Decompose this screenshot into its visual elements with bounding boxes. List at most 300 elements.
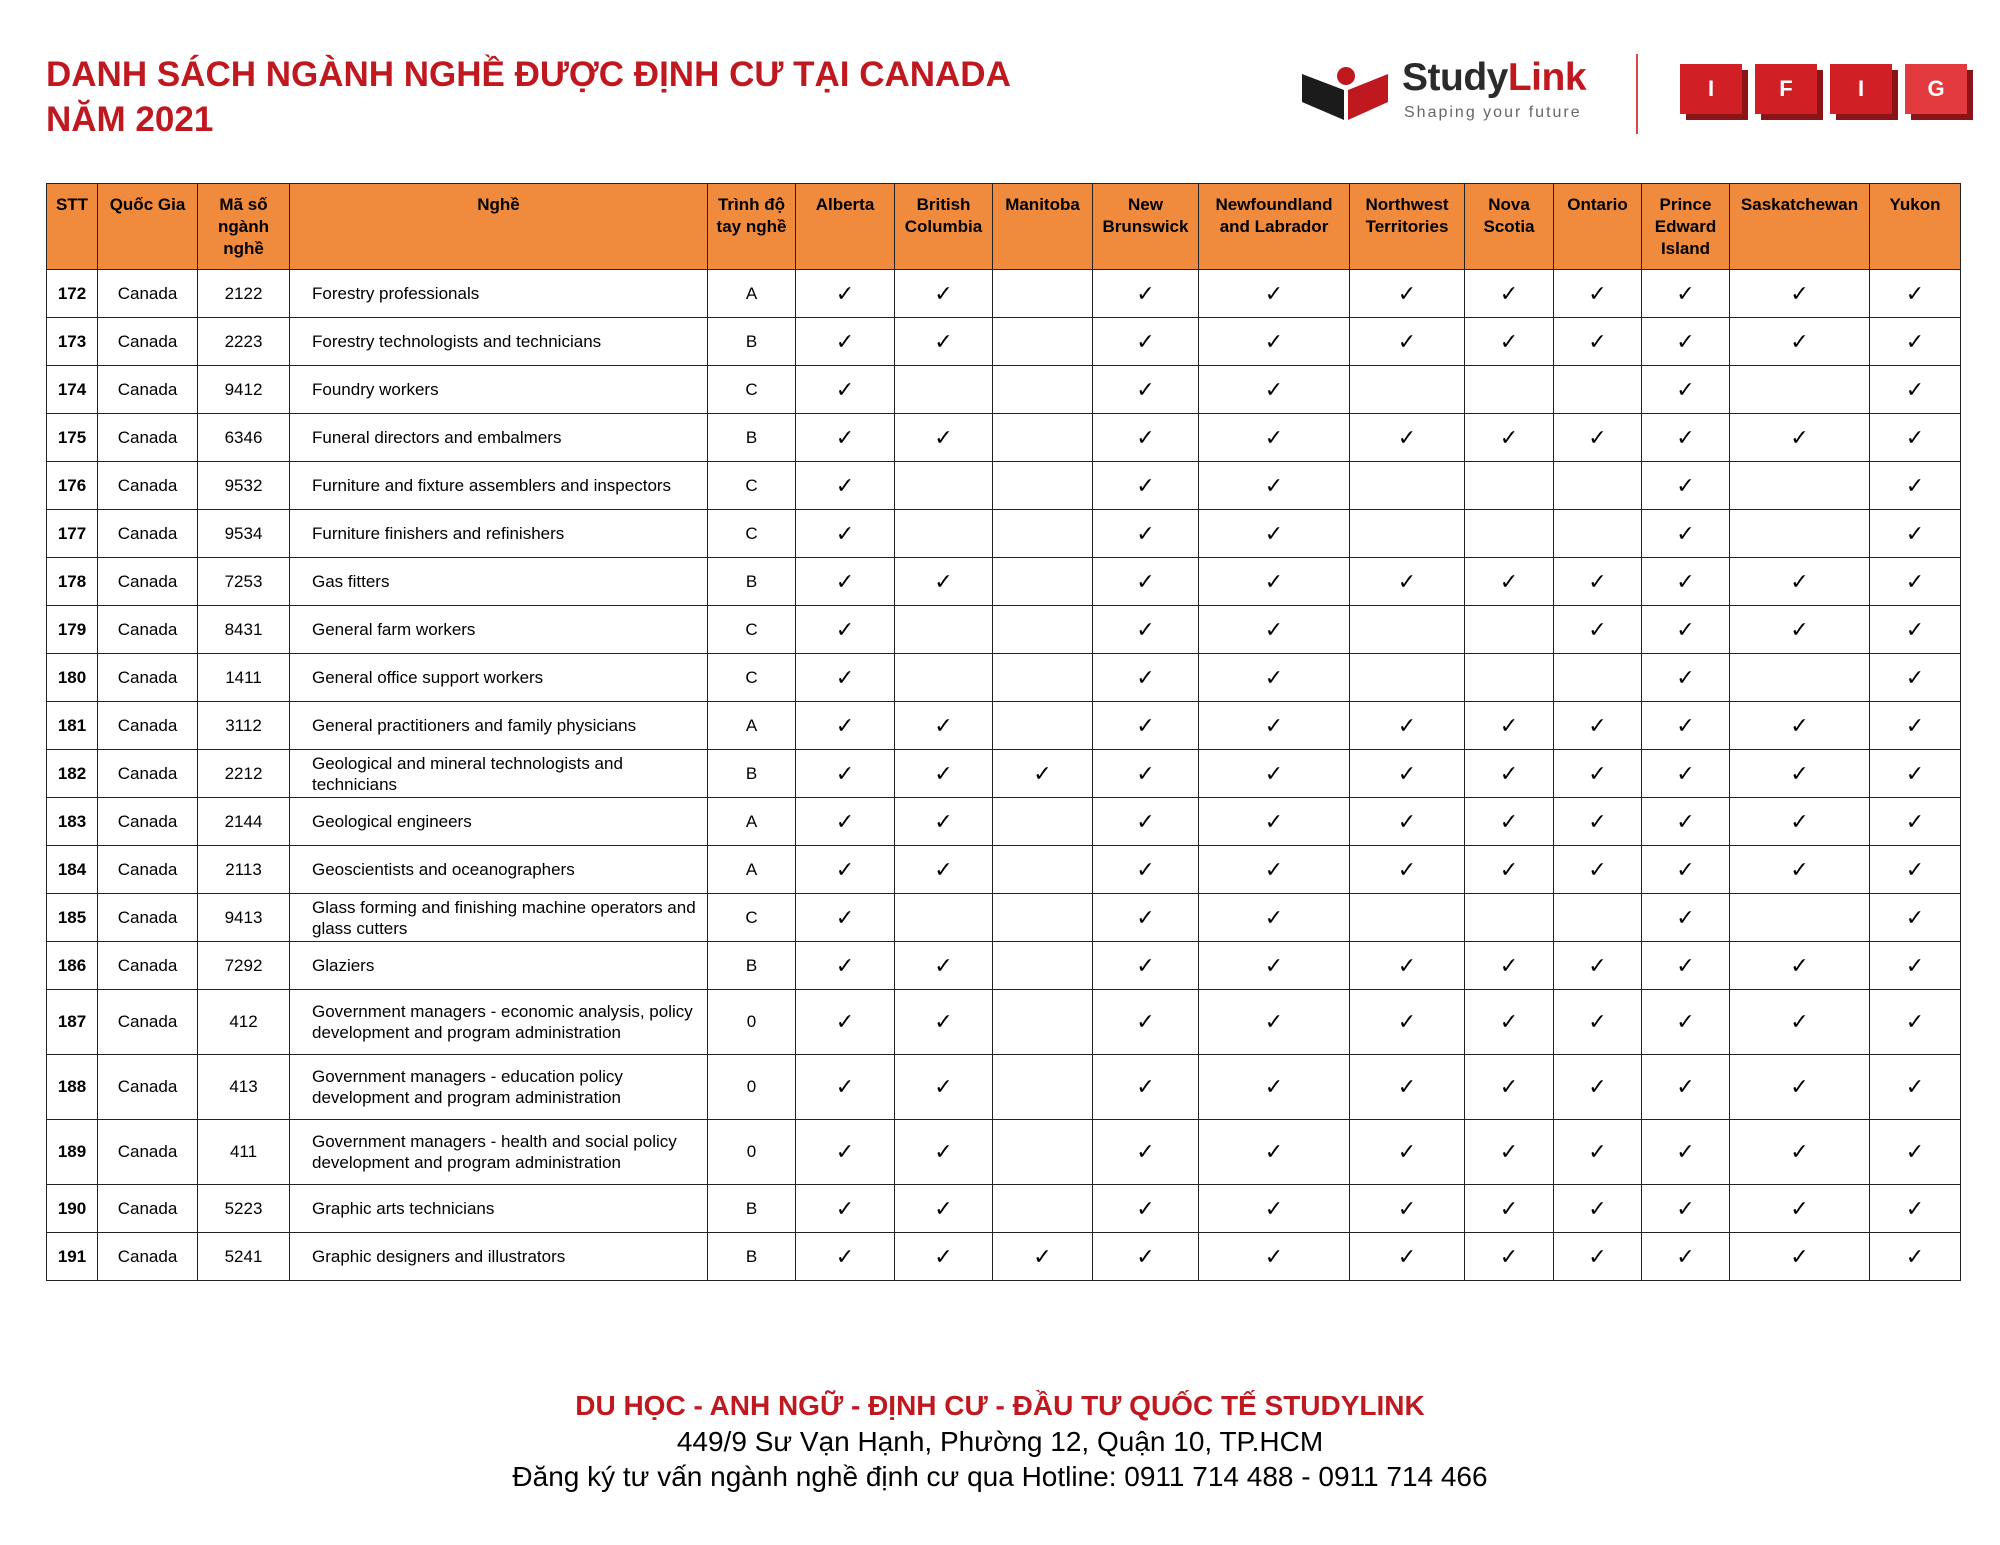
check-icon: ✓ <box>1264 616 1284 642</box>
row-number: 172 <box>47 270 98 318</box>
province-cell <box>1093 1233 1199 1281</box>
check-icon: ✓ <box>1264 280 1284 306</box>
check-icon: ✓ <box>1790 616 1809 642</box>
check-icon: ✓ <box>1790 424 1809 450</box>
province-cell <box>796 270 895 318</box>
check-icon: ✓ <box>1905 712 1925 738</box>
province-cell <box>895 510 993 558</box>
province-cell <box>1870 318 1961 366</box>
province-cell <box>796 894 895 942</box>
table-row <box>47 990 1961 1055</box>
province-cell <box>993 942 1093 990</box>
check-icon: ✓ <box>934 1139 953 1164</box>
check-icon: ✓ <box>1264 1009 1284 1034</box>
province-cell <box>1870 1233 1961 1281</box>
province-cell <box>1465 654 1554 702</box>
check-icon: ✓ <box>1588 328 1607 354</box>
table-row <box>47 318 1961 366</box>
occupation-code: 2223 <box>198 318 290 366</box>
country-cell: Canada <box>98 558 198 606</box>
occupation-name: General farm workers <box>290 606 708 654</box>
province-cell <box>796 750 895 798</box>
check-icon: ✓ <box>835 1195 855 1221</box>
province-cell <box>1465 702 1554 750</box>
occupation-name: Graphic designers and illustrators <box>290 1233 708 1281</box>
province-cell <box>796 510 895 558</box>
province-cell <box>993 798 1093 846</box>
province-cell <box>1554 414 1642 462</box>
row-number: 180 <box>47 654 98 702</box>
province-cell <box>1199 1185 1350 1233</box>
occupation-name: General office support workers <box>290 654 708 702</box>
table-row <box>47 798 1961 846</box>
occupation-name: Geoscientists and oceanographers <box>290 846 708 894</box>
check-icon: ✓ <box>1033 760 1052 786</box>
row-number: 190 <box>47 1185 98 1233</box>
check-icon: ✓ <box>1588 1243 1607 1269</box>
check-icon: ✓ <box>1790 760 1809 786</box>
province-cell <box>1730 654 1870 702</box>
check-icon: ✓ <box>1264 856 1284 882</box>
column-header: Alberta <box>796 184 895 270</box>
ifig-letter-1: I <box>1680 64 1742 114</box>
country-cell: Canada <box>98 270 198 318</box>
province-cell <box>1554 318 1642 366</box>
province-cell <box>1350 1120 1465 1185</box>
country-cell: Canada <box>98 606 198 654</box>
province-cell <box>1093 558 1199 606</box>
province-cell <box>895 942 993 990</box>
check-icon: ✓ <box>835 1139 855 1164</box>
province-cell <box>1350 894 1465 942</box>
check-icon: ✓ <box>835 712 855 738</box>
check-icon: ✓ <box>1588 1009 1607 1034</box>
province-cell <box>1465 1055 1554 1120</box>
country-cell: Canada <box>98 318 198 366</box>
table-row <box>47 366 1961 414</box>
province-cell <box>1554 510 1642 558</box>
province-cell <box>1093 606 1199 654</box>
check-icon: ✓ <box>1136 1243 1155 1269</box>
province-cell <box>1642 414 1730 462</box>
table-row <box>47 558 1961 606</box>
check-icon: ✓ <box>1397 952 1417 978</box>
province-cell <box>1554 942 1642 990</box>
check-icon: ✓ <box>934 712 953 738</box>
province-cell <box>1350 750 1465 798</box>
column-header: Saskatchewan <box>1730 184 1870 270</box>
column-header: Manitoba <box>993 184 1093 270</box>
check-icon: ✓ <box>1264 904 1284 930</box>
check-icon: ✓ <box>1264 568 1284 594</box>
check-icon: ✓ <box>1905 1009 1925 1034</box>
province-cell <box>1642 846 1730 894</box>
check-icon: ✓ <box>1264 952 1284 978</box>
province-cell <box>993 1120 1093 1185</box>
check-icon: ✓ <box>1905 328 1925 354</box>
occupation-code: 2113 <box>198 846 290 894</box>
check-icon: ✓ <box>1588 1074 1607 1099</box>
country-cell: Canada <box>98 414 198 462</box>
province-cell <box>1350 990 1465 1055</box>
province-cell <box>1199 702 1350 750</box>
province-cell <box>1093 798 1199 846</box>
province-cell <box>1730 990 1870 1055</box>
check-icon: ✓ <box>934 280 953 306</box>
check-icon: ✓ <box>1136 760 1155 786</box>
check-icon: ✓ <box>934 1243 953 1269</box>
check-icon: ✓ <box>934 328 953 354</box>
check-icon: ✓ <box>1264 424 1284 450</box>
province-cell <box>1350 462 1465 510</box>
logo-divider <box>1636 54 1638 134</box>
province-cell <box>1554 558 1642 606</box>
province-cell <box>1554 990 1642 1055</box>
check-icon: ✓ <box>835 1243 855 1269</box>
province-cell <box>1199 462 1350 510</box>
province-cell <box>1554 894 1642 942</box>
country-cell: Canada <box>98 1055 198 1120</box>
province-cell <box>1093 846 1199 894</box>
check-icon: ✓ <box>1905 952 1925 978</box>
check-icon: ✓ <box>1499 280 1519 306</box>
province-cell <box>1093 990 1199 1055</box>
province-cell <box>1093 318 1199 366</box>
row-number: 185 <box>47 894 98 942</box>
check-icon: ✓ <box>1676 1195 1695 1221</box>
check-icon: ✓ <box>1676 1243 1695 1269</box>
check-icon: ✓ <box>1790 280 1809 306</box>
check-icon: ✓ <box>1905 280 1925 306</box>
province-cell <box>1730 846 1870 894</box>
country-cell: Canada <box>98 462 198 510</box>
occupation-name: Foundry workers <box>290 366 708 414</box>
occupation-name: Forestry technologists and technicians <box>290 318 708 366</box>
check-icon: ✓ <box>1588 808 1607 834</box>
skill-level: 0 <box>708 1055 796 1120</box>
province-cell <box>1730 462 1870 510</box>
province-cell <box>1199 1120 1350 1185</box>
check-icon: ✓ <box>1397 712 1417 738</box>
province-cell <box>1093 1120 1199 1185</box>
province-cell <box>1350 1055 1465 1120</box>
check-icon: ✓ <box>1499 712 1519 738</box>
province-cell <box>796 318 895 366</box>
row-number: 187 <box>47 990 98 1055</box>
province-cell <box>1554 1120 1642 1185</box>
province-cell <box>895 846 993 894</box>
province-cell <box>1730 1185 1870 1233</box>
check-icon: ✓ <box>1676 856 1695 882</box>
country-cell: Canada <box>98 510 198 558</box>
table-header-row <box>47 184 1961 270</box>
skill-level: B <box>708 1233 796 1281</box>
check-icon: ✓ <box>1136 376 1155 402</box>
check-icon: ✓ <box>1905 760 1925 786</box>
province-cell <box>1870 702 1961 750</box>
check-icon: ✓ <box>1790 1074 1809 1099</box>
check-icon: ✓ <box>1264 1139 1284 1164</box>
province-cell <box>1730 1120 1870 1185</box>
table-row <box>47 894 1961 942</box>
column-header: Ontario <box>1554 184 1642 270</box>
province-cell <box>1465 558 1554 606</box>
page-title <box>46 52 1011 142</box>
province-cell <box>1642 798 1730 846</box>
occupation-code: 411 <box>198 1120 290 1185</box>
province-cell <box>1199 366 1350 414</box>
row-number: 173 <box>47 318 98 366</box>
check-icon: ✓ <box>1397 568 1417 594</box>
skill-level: C <box>708 894 796 942</box>
province-cell <box>1465 798 1554 846</box>
province-cell <box>1642 462 1730 510</box>
province-cell <box>796 462 895 510</box>
check-icon: ✓ <box>1676 664 1695 690</box>
row-number: 181 <box>47 702 98 750</box>
check-icon: ✓ <box>835 568 855 594</box>
check-icon: ✓ <box>1136 328 1155 354</box>
occupation-code: 413 <box>198 1055 290 1120</box>
province-cell <box>1199 798 1350 846</box>
country-cell: Canada <box>98 990 198 1055</box>
province-cell <box>895 1055 993 1120</box>
province-cell <box>1554 750 1642 798</box>
table-row <box>47 462 1961 510</box>
province-cell <box>1870 894 1961 942</box>
check-icon: ✓ <box>1397 1139 1417 1164</box>
row-number: 177 <box>47 510 98 558</box>
check-icon: ✓ <box>1264 328 1284 354</box>
table-row <box>47 942 1961 990</box>
check-icon: ✓ <box>1905 808 1925 834</box>
province-cell <box>1642 1233 1730 1281</box>
column-header: Mã số ngành nghề <box>198 184 290 270</box>
check-icon: ✓ <box>1905 376 1925 402</box>
province-cell <box>1093 702 1199 750</box>
check-icon: ✓ <box>1790 1195 1809 1221</box>
check-icon: ✓ <box>1588 712 1607 738</box>
country-cell: Canada <box>98 942 198 990</box>
province-cell <box>1730 318 1870 366</box>
province-cell <box>1093 654 1199 702</box>
province-cell <box>993 462 1093 510</box>
check-icon: ✓ <box>835 904 855 930</box>
province-cell <box>796 1055 895 1120</box>
country-cell: Canada <box>98 798 198 846</box>
check-icon: ✓ <box>1499 808 1519 834</box>
province-cell <box>1199 510 1350 558</box>
province-cell <box>1465 462 1554 510</box>
province-cell <box>1642 270 1730 318</box>
province-cell <box>1465 1120 1554 1185</box>
province-cell <box>1350 366 1465 414</box>
province-cell <box>1730 414 1870 462</box>
occupation-code: 7292 <box>198 942 290 990</box>
province-cell <box>1730 942 1870 990</box>
skill-level: B <box>708 750 796 798</box>
check-icon: ✓ <box>835 952 855 978</box>
check-icon: ✓ <box>1499 568 1519 594</box>
province-cell <box>1199 750 1350 798</box>
occupation-code: 9413 <box>198 894 290 942</box>
occupation-code: 1411 <box>198 654 290 702</box>
province-cell <box>1350 654 1465 702</box>
check-icon: ✓ <box>835 376 855 402</box>
province-cell <box>1199 894 1350 942</box>
province-cell <box>1199 318 1350 366</box>
province-cell <box>1199 558 1350 606</box>
province-cell <box>1350 606 1465 654</box>
province-cell <box>1554 654 1642 702</box>
skill-level: 0 <box>708 1120 796 1185</box>
check-icon: ✓ <box>1676 376 1695 402</box>
check-icon: ✓ <box>835 424 855 450</box>
check-icon: ✓ <box>1136 952 1155 978</box>
occupation-code: 9532 <box>198 462 290 510</box>
province-cell <box>796 1185 895 1233</box>
province-cell <box>1350 942 1465 990</box>
country-cell: Canada <box>98 846 198 894</box>
row-number: 191 <box>47 1233 98 1281</box>
table-row <box>47 654 1961 702</box>
occupation-name: Furniture finishers and refinishers <box>290 510 708 558</box>
check-icon: ✓ <box>1136 472 1155 498</box>
province-cell <box>1642 318 1730 366</box>
province-cell <box>1465 894 1554 942</box>
province-cell <box>1870 366 1961 414</box>
skill-level: C <box>708 462 796 510</box>
column-header: Nova Scotia <box>1465 184 1554 270</box>
check-icon: ✓ <box>1264 1074 1284 1099</box>
row-number: 179 <box>47 606 98 654</box>
province-cell <box>1870 990 1961 1055</box>
province-cell <box>1350 414 1465 462</box>
column-header: British Columbia <box>895 184 993 270</box>
table-row <box>47 270 1961 318</box>
occupation-code: 2144 <box>198 798 290 846</box>
check-icon: ✓ <box>1676 280 1695 306</box>
check-icon: ✓ <box>1676 472 1695 498</box>
footer-company: DU HỌC - ANH NGỮ - ĐỊNH CƯ - ĐẦU TƯ QUỐC TẾ STUDYLINK <box>575 1390 1425 1421</box>
skill-level: A <box>708 270 796 318</box>
province-cell <box>1642 750 1730 798</box>
title-line-2: NĂM 2021 <box>46 100 214 139</box>
province-cell <box>1350 1185 1465 1233</box>
row-number: 188 <box>47 1055 98 1120</box>
check-icon: ✓ <box>1499 1139 1519 1164</box>
table-row <box>47 846 1961 894</box>
occupation-code: 9412 <box>198 366 290 414</box>
province-cell <box>796 1120 895 1185</box>
province-cell <box>1465 510 1554 558</box>
check-icon: ✓ <box>1676 712 1695 738</box>
province-cell <box>1093 270 1199 318</box>
check-icon: ✓ <box>1499 856 1519 882</box>
occupation-name: Gas fitters <box>290 558 708 606</box>
province-cell <box>796 558 895 606</box>
province-cell <box>1642 366 1730 414</box>
province-cell <box>1093 942 1199 990</box>
check-icon: ✓ <box>1136 616 1155 642</box>
province-cell <box>1199 606 1350 654</box>
skill-level: B <box>708 942 796 990</box>
province-cell <box>1730 606 1870 654</box>
occupation-name: Glaziers <box>290 942 708 990</box>
province-cell <box>1199 270 1350 318</box>
province-cell <box>993 1055 1093 1120</box>
province-cell <box>1554 606 1642 654</box>
footer-address: 449/9 Sư Vạn Hạnh, Phường 12, Quận 10, TP.HCM <box>676 1426 1324 1457</box>
province-cell <box>1554 798 1642 846</box>
column-header: Prince Edward Island <box>1642 184 1730 270</box>
province-cell <box>895 414 993 462</box>
province-cell <box>895 558 993 606</box>
check-icon: ✓ <box>1588 760 1607 786</box>
province-cell <box>1465 750 1554 798</box>
province-cell <box>1870 942 1961 990</box>
column-header: Northwest Territories <box>1350 184 1465 270</box>
province-cell <box>1730 510 1870 558</box>
occupation-name: Glass forming and finishing machine operators and glass cutters <box>290 894 708 942</box>
skill-level: B <box>708 558 796 606</box>
check-icon: ✓ <box>1905 520 1925 546</box>
province-cell <box>1465 846 1554 894</box>
province-cell <box>895 318 993 366</box>
province-cell <box>1730 894 1870 942</box>
province-cell <box>993 558 1093 606</box>
province-cell <box>895 366 993 414</box>
check-icon: ✓ <box>1676 568 1695 594</box>
skill-level: B <box>708 318 796 366</box>
skill-level: C <box>708 366 796 414</box>
check-icon: ✓ <box>1136 1009 1155 1034</box>
check-icon: ✓ <box>934 856 953 882</box>
check-icon: ✓ <box>1499 1074 1519 1099</box>
province-cell <box>1093 750 1199 798</box>
column-header: Trình độ tay nghề <box>708 184 796 270</box>
province-cell <box>1350 510 1465 558</box>
province-cell <box>1554 846 1642 894</box>
check-icon: ✓ <box>1905 616 1925 642</box>
skill-level: A <box>708 846 796 894</box>
province-cell <box>895 654 993 702</box>
province-cell <box>1199 846 1350 894</box>
check-icon: ✓ <box>835 328 855 354</box>
check-icon: ✓ <box>1499 1009 1519 1034</box>
province-cell <box>1730 798 1870 846</box>
check-icon: ✓ <box>1676 904 1695 930</box>
check-icon: ✓ <box>1905 904 1925 930</box>
province-cell <box>1199 990 1350 1055</box>
province-cell <box>895 1185 993 1233</box>
check-icon: ✓ <box>1397 328 1417 354</box>
province-cell <box>1730 270 1870 318</box>
occupation-code: 8431 <box>198 606 290 654</box>
ifig-letter-3: I <box>1830 64 1892 114</box>
check-icon: ✓ <box>1790 1009 1809 1034</box>
province-cell <box>895 798 993 846</box>
check-icon: ✓ <box>1790 1139 1809 1164</box>
province-cell <box>895 606 993 654</box>
check-icon: ✓ <box>1588 568 1607 594</box>
occupation-code: 5223 <box>198 1185 290 1233</box>
column-header: Yukon <box>1870 184 1961 270</box>
province-cell <box>1465 366 1554 414</box>
province-cell <box>1642 654 1730 702</box>
check-icon: ✓ <box>1499 424 1519 450</box>
table-row <box>47 750 1961 798</box>
